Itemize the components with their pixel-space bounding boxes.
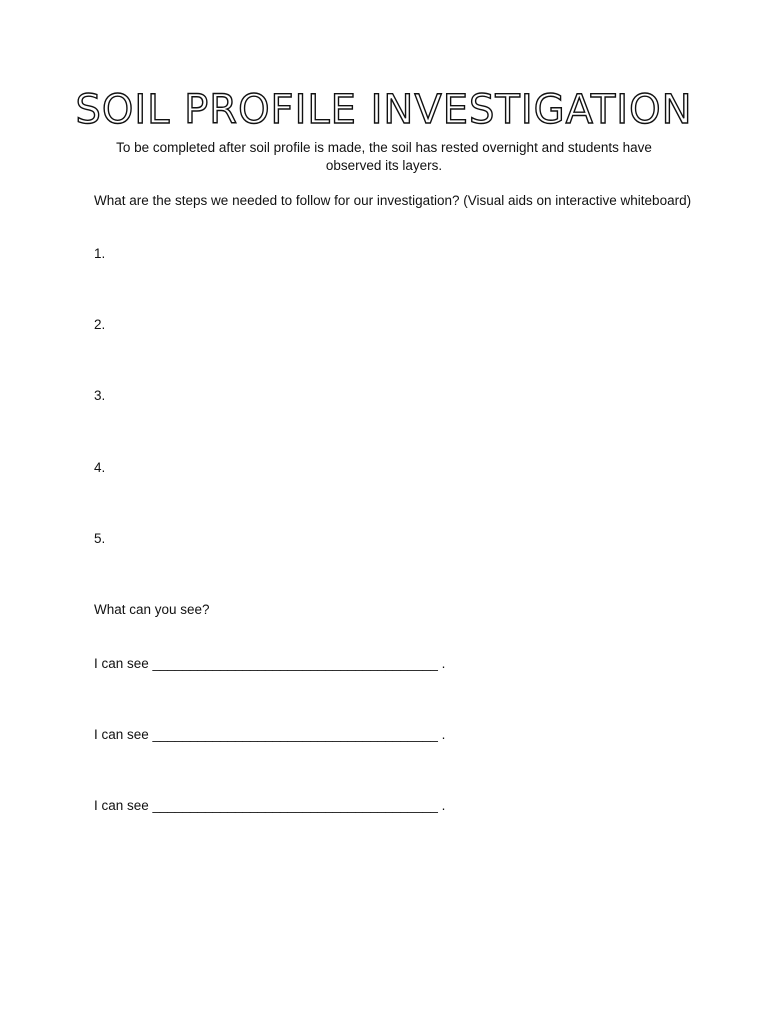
i-can-see-line-3: I can see ______________________________________ . [94, 798, 446, 813]
i-can-see-line-2: I can see ______________________________________ . [94, 727, 446, 742]
step-number-1: 1. [94, 246, 106, 261]
steps-question: What are the steps we needed to follow for our investigation? (Visual aids on interactive whiteboard) [94, 193, 692, 208]
see-question: What can you see? [94, 602, 210, 617]
step-number-2: 2. [94, 317, 106, 332]
worksheet-title: SOIL PROFILE INVESTIGATION [75, 87, 693, 133]
instructions-text: To be completed after soil profile is made, the soil has rested overnight and students have observed its layers. [116, 140, 652, 173]
step-number-4: 4. [94, 460, 106, 475]
i-can-see-line-1: I can see ______________________________________ . [94, 656, 446, 671]
step-number-3: 3. [94, 388, 106, 403]
step-number-5: 5. [94, 531, 106, 546]
